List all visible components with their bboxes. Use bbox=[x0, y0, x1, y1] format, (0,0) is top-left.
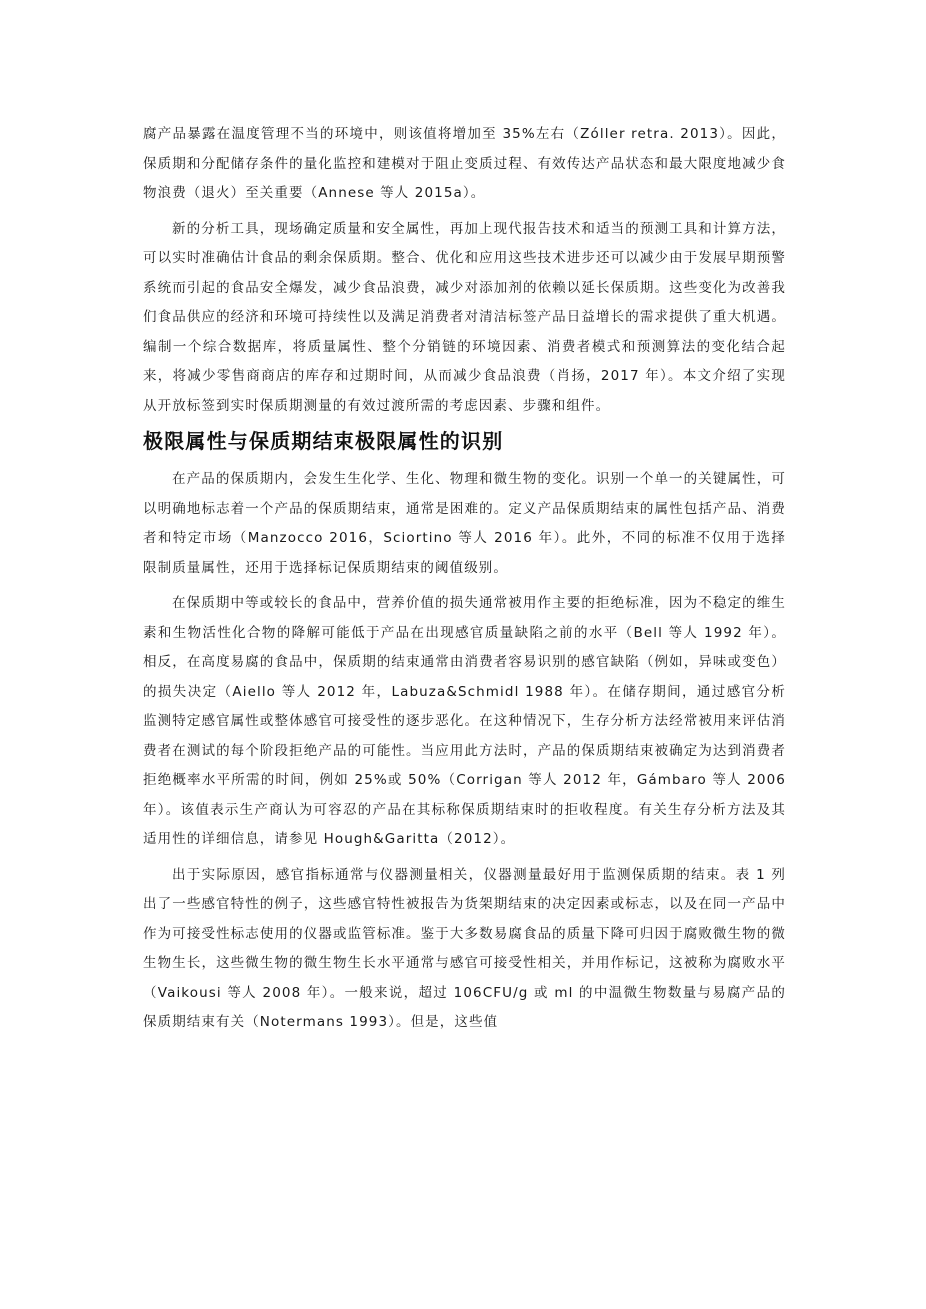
section-heading: 极限属性与保质期结束极限属性的识别 bbox=[143, 429, 504, 453]
paragraph-shelf-life-changes: 在产品的保质期内，会发生生化学、生化、物理和微生物的变化。识别一个单一的关键属性，可以明确地标志着一个产品的保质期结束，通常是困难的。定义产品保质期结束的属性包括产品、消费者和特定市场（Manzocco 2016，Sciortino 等人 2016 年）。此外，不同的标准不仅用于选择限制质量属性，还用于选择标记保质期结束的阈值级别。 bbox=[143, 471, 786, 576]
paragraph-food-waste-intro: 腐产品暴露在温度管理不当的环境中，则该值将增加至 35%左右（Zóller retra. 2013）。因此，保质期和分配储存条件的量化监控和建模对于阻止变质过程、有效传达产品状态和最大限度地减少食物浪费（退火）至关重要（Annese 等人 2015a）。 bbox=[143, 126, 786, 201]
paragraph-sensory-indicators: 出于实际原因，感官指标通常与仪器测量相关，仪器测量最好用于监测保质期的结束。表 1 列出了一些感官特性的例子，这些感官特性被报告为货架期结束的决定因素或标志，以及在同一产品中作为可接受性标志使用的仪器或监管标准。鉴于大多数易腐食品的质量下降可归因于腐败微生物的微生物生长，这些微生物的微生物生长水平通常与感官可接受性相关，并用作标记，这被称为腐败水平（Vaikousi 等人 2008 年）。一般来说，超过 106CFU/g 或 ml 的中温微生物数量与易腐产品的保质期结束有关（Notermans 1993）。但是，这些值 bbox=[143, 866, 786, 1030]
paragraph-analysis-tools: 新的分析工具，现场确定质量和安全属性，再加上现代报告技术和适当的预测工具和计算方法，可以实时准确估计食品的剩余保质期。整合、优化和应用这些技术进步还可以减少由于发展早期预警系统而引起的食品安全爆发，减少食品浪费，减少对添加剂的依赖以延长保质期。这些变化为改善我们食品供应的经济和环境可持续性以及满足消费者对清洁标签产品日益增长的需求提供了重大机遇。编制一个综合数据库，将质量属性、整个分销链的环境因素、消费者模式和预测算法的变化结合起来，将减少零售商商店的库存和过期时间，从而减少食品浪费（肖扬，2017 年）。本文介绍了实现从开放标签到实时保质期测量的有效过渡所需的考虑因素、步骤和组件。 bbox=[143, 220, 786, 414]
document-body bbox=[143, 120, 786, 1038]
paragraph-rejection-criteria: 在保质期中等或较长的食品中，营养价值的损失通常被用作主要的拒绝标准，因为不稳定的维生素和生物活性化合物的降解可能低于产品在出现感官质量缺陷之前的水平（Bell 等人 1992 年）。相反，在高度易腐的食品中，保质期的结束通常由消费者容易识别的感官缺陷（例如，异味或变色）的损失决定（Aiello 等人 2012 年，Labuza&Schmidl 1988 年）。在储存期间，通过感官分析监测特定感官属性或整体感官可接受性的逐步恶化。在这种情况下，生存分析方法经常被用来评估消费者在测试的每个阶段拒绝产品的可能性。当应用此方法时，产品的保质期结束被确定为达到消费者拒绝概率水平所需的时间，例如 25%或 50%（Corrigan 等人 2012 年，Gámbaro 等人 2006 年）。该值表示生产商认为可容忍的产品在其标称保质期结束时的拒收程度。有关生存分析方法及其适用性的详细信息，请参见 Hough&Garitta（2012）。 bbox=[143, 595, 786, 847]
